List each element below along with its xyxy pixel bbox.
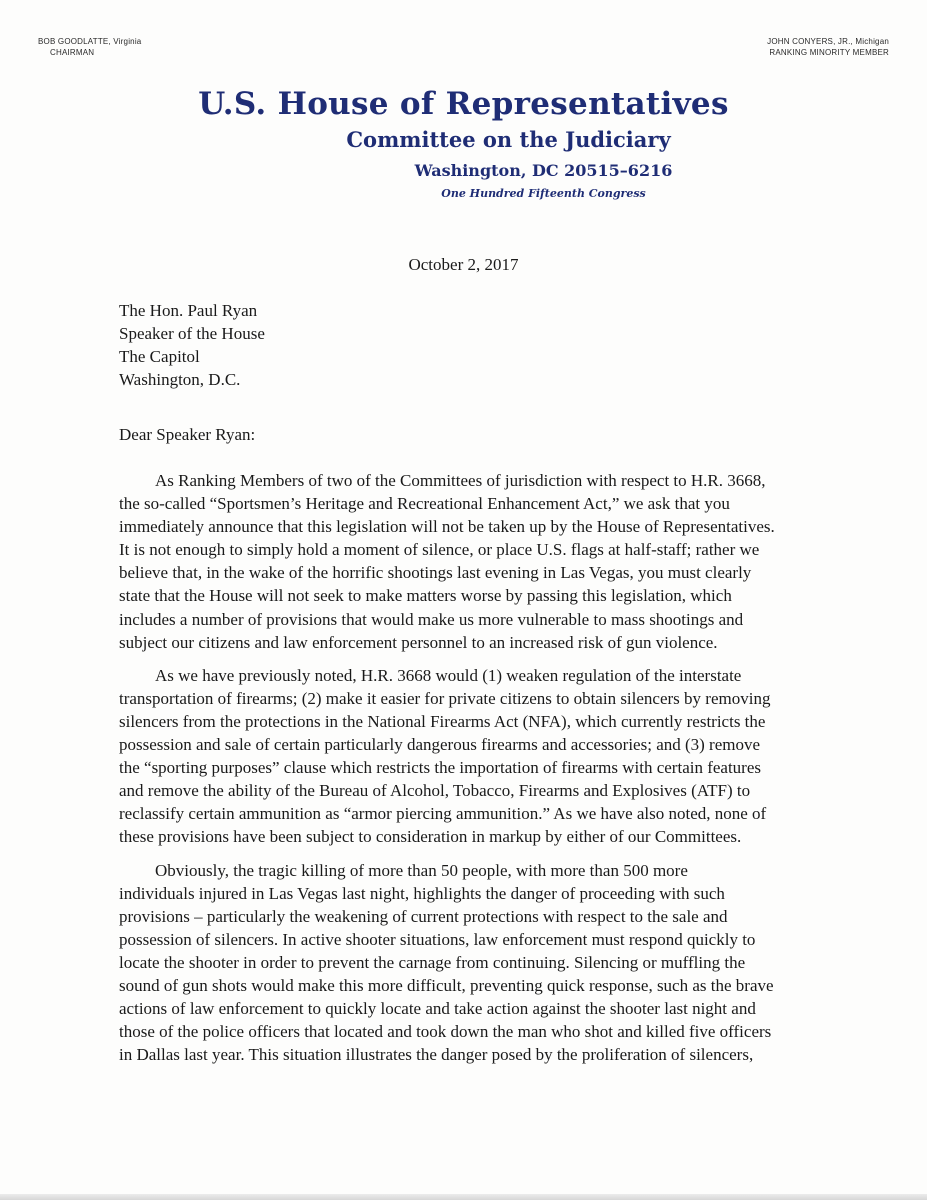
text-line: subject our citizens and law enforcement personnel to an increased risk of gun violence. (119, 632, 718, 652)
paragraph-1 (119, 469, 811, 654)
letterhead-address: Washington, DC 20515–6216 (414, 161, 673, 180)
text-line: believe that, in the wake of the horrific shootings last evening in Las Vegas, you must clearly (119, 563, 752, 583)
letterhead-congress: One Hundred Fifteenth Congress (441, 187, 646, 200)
letterhead-committee: Committee on the Judiciary (346, 127, 671, 152)
addressee-line: Washington, D.C. (119, 370, 241, 389)
text-line: those of the police officers that located and took down the man who shot and killed five officers (119, 1022, 772, 1042)
salutation: Dear Speaker Ryan: (119, 425, 256, 444)
text-line: these provisions have been subject to consideration in markup by either of our Committees. (119, 827, 742, 847)
text-line: and remove the ability of the Bureau of Alcohol, Tobacco, Firearms and Explosives (ATF) to (119, 781, 751, 801)
addressee-line: The Hon. Paul Ryan (119, 301, 258, 320)
text-line: silencers from the protections in the National Firearms Act (NFA), which currently restricts the (119, 711, 766, 731)
text-line: As we have previously noted, H.R. 3668 would (1) weaken regulation of the interstate (155, 665, 742, 685)
ranking-member-name: JOHN CONYERS, JR., Michigan (767, 37, 889, 46)
letter-body (119, 469, 811, 1076)
text-line: immediately announce that this legislation will not be taken up by the House of Representatives. (119, 517, 775, 537)
chairman-name: BOB GOODLATTE, Virginia (38, 37, 142, 46)
text-line: As Ranking Members of two of the Committees of jurisdiction with respect to H.R. 3668, (155, 471, 766, 490)
chairman-role: CHAIRMAN (50, 48, 95, 57)
addressee-line: The Capitol (119, 347, 200, 366)
letterhead-title: U.S. House of Representatives (198, 86, 729, 122)
text-line: locate the shooter in order to prevent the carnage from continuing. Silencing or muffling the (119, 952, 746, 972)
text-line: state that the House will not seek to make matters worse by passing this legislation, which (119, 586, 732, 606)
text-line: in Dallas last year. This situation illustrates the danger posed by the proliferation of silencers, (119, 1045, 754, 1065)
text-line: possession and sale of certain particularly dangerous firearms and accessories; and (3) remove (119, 735, 761, 755)
text-line: sound of gun shots would make this more difficult, preventing quick response, such as the brave (119, 975, 774, 995)
addressee-line: Speaker of the House (119, 324, 265, 343)
ranking-member-role: RANKING MINORITY MEMBER (769, 48, 889, 57)
text-line: the “sporting purposes” clause which restricts the importation of firearms with certain features (119, 758, 762, 778)
text-line: includes a number of provisions that would make us more vulnerable to mass shootings and (119, 609, 744, 629)
text-line: possession of silencers. In active shooter situations, law enforcement must respond quickly to (119, 929, 756, 949)
text-line: the so-called “Sportsmen’s Heritage and Recreational Enhancement Act,” we ask that you (119, 494, 730, 514)
text-line: actions of law enforcement to quickly locate and take action against the shooter last night and (119, 999, 756, 1019)
text-line: provisions – particularly the weakening of current protections with respect to the sale and (119, 906, 728, 926)
text-line: reclassify certain ammunition as “armor piercing ammunition.” As we have also noted, none of (119, 804, 767, 824)
ranking-member-block (767, 36, 889, 58)
paragraph-2 (119, 664, 811, 849)
addressee-block (119, 299, 265, 391)
letterhead (0, 86, 927, 202)
paragraph-3 (119, 859, 811, 1067)
chairman-block (38, 36, 141, 58)
text-line: Obviously, the tragic killing of more than 50 people, with more than 500 more (155, 860, 688, 880)
text-line: individuals injured in Las Vegas last night, highlights the danger of proceeding with such (119, 883, 725, 903)
letter-date: October 2, 2017 (408, 255, 519, 274)
text-line: It is not enough to simply hold a moment of silence, or place U.S. flags at half-staff; rather we (119, 540, 760, 560)
text-line: transportation of firearms; (2) make it easier for private citizens to obtain silencers by removing (119, 688, 771, 708)
scan-edge (0, 1194, 927, 1200)
